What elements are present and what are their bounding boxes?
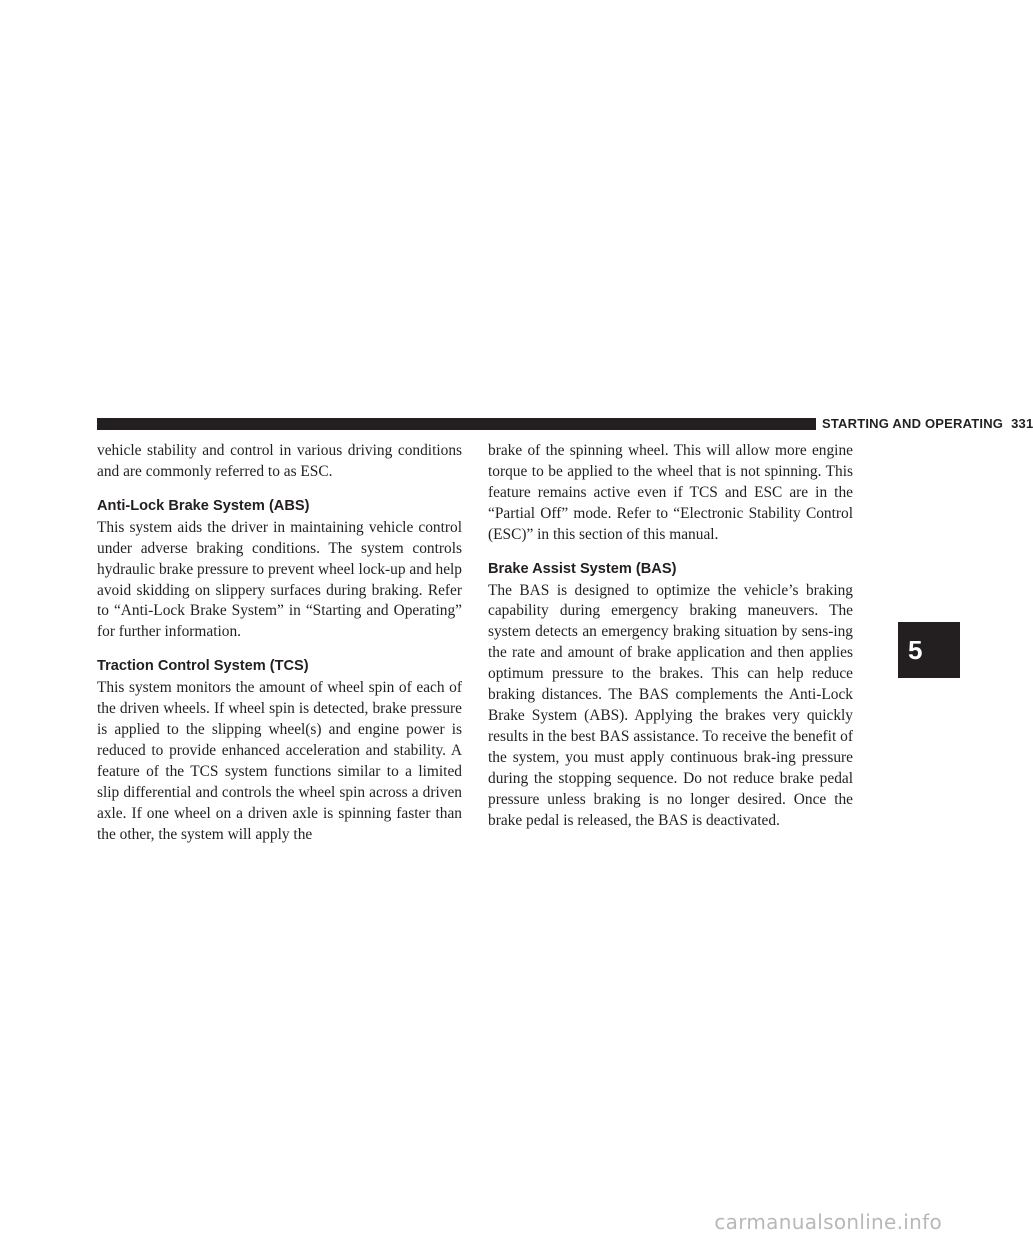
intro-paragraph: vehicle stability and control in various driving conditions and are commonly referred to as ESC. [97, 442, 462, 480]
tcs-paragraph: This system monitors the amount of wheel spin of each of the driven wheels. If wheel spin is detected, brake pressure is applied to the slipping wheel(s) and engine power is reduced to provide enhanced acceleration and stability. A feature of the TCS system functions similar to a limited slip differential and controls the wheel spin across a driven axle. If one wheel on a driven axle is spinning faster than the other, the system will apply the [97, 679, 462, 843]
tcs-heading: Traction Control System (TCS) [97, 658, 309, 675]
abs-heading: Anti-Lock Brake System (ABS) [97, 497, 310, 514]
left-column [97, 441, 462, 846]
watermark-logo: carmanualsonline.info [714, 1210, 942, 1234]
section-title: STARTING AND OPERATING [822, 416, 1004, 431]
header-rule [97, 418, 816, 430]
page-number: 331 [1011, 416, 1033, 431]
bas-heading: Brake Assist System (BAS) [488, 560, 677, 577]
chapter-tab: 5 [898, 622, 960, 678]
abs-paragraph: This system aids the driver in maintaining vehicle control under adverse braking conditions. The system controls hydraulic brake pressure to prevent wheel lock-up and help avoid skidding on slippery surfaces during braking. Refer to “Anti-Lock Brake System” in “Starting and Operating” for further information. [97, 518, 462, 641]
right-column [488, 441, 853, 831]
bas-paragraph: The BAS is designed to optimize the vehicle’s braking capability during emergency braking maneuvers. The system detects an emergency braking situation by sens-ing the rate and amount of brake application and then applies optimum pressure to the brakes. This can help reduce braking distances. The BAS complements the Anti-Lock Brake System (ABS). Applying the brakes very quickly results in the best BAS assistance. To receive the benefit of the system, you must apply continuous brak-ing pressure during the stopping sequence. Do not reduce brake pedal pressure unless braking is no longer desired. Once the brake pedal is released, the BAS is deactivated. [488, 581, 853, 829]
tcs-continued-paragraph: brake of the spinning wheel. This will allow more engine torque to be applied to the wheel that is not spinning. This feature remains active even if TCS and ESC are in the “Partial Off” mode. Refer to “Electronic Stability Control (ESC)” in this section of this manual. [488, 442, 853, 543]
running-header [822, 414, 1033, 434]
